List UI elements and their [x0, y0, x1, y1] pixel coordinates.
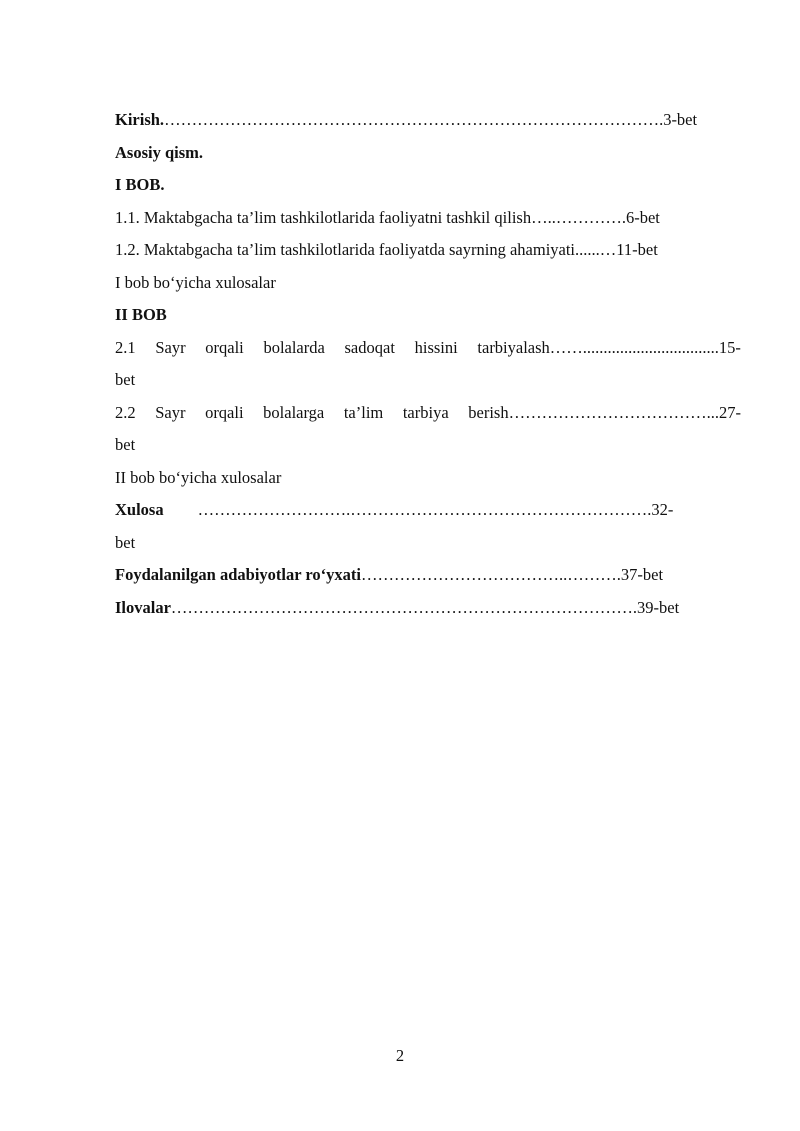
toc-word: ta’lim — [343, 402, 384, 422]
toc-word: 2.1 — [115, 337, 136, 357]
table-of-contents — [115, 107, 741, 627]
toc-ilovalar-dots: ………………………………………………………………………….39-bet — [170, 597, 680, 617]
toc-word: Sayr — [155, 402, 186, 422]
toc-word: tarbiyalash…….................................15- — [477, 337, 741, 357]
toc-heading-bob1: I BOB. — [115, 175, 165, 194]
page-number: 2 — [395, 1046, 405, 1065]
toc-entry-xulosa-cont: bet — [115, 532, 136, 552]
toc-entry-1-2: 1.2. Maktabgacha ta’lim tashkilotlarida faoliyatda sayrning ahamiyati......…11-bet — [115, 240, 658, 259]
toc-heading-bob2: II BOB — [115, 305, 167, 324]
toc-entry-2-2 — [115, 400, 741, 433]
toc-entry-kirish — [115, 107, 741, 140]
toc-kirish-page: 3-bet — [663, 110, 698, 129]
toc-word: sadoqat — [344, 337, 395, 357]
toc-word: berish………………………………...27- — [468, 402, 741, 422]
toc-kirish-dots: ………………………………………………………………………………. — [164, 110, 664, 129]
toc-bob2-xulosa: II bob bo‘yicha xulosalar — [115, 467, 282, 487]
toc-entry-2-1 — [115, 335, 741, 368]
toc-word: orqali — [205, 402, 244, 422]
toc-entry-2-1-justified — [115, 335, 741, 361]
toc-entry-ilovalar — [115, 595, 741, 628]
toc-kirish-title: Kirish. — [115, 110, 165, 129]
toc-entry-xulosa — [115, 497, 741, 530]
toc-bob1-xulosa: I bob bo‘yicha xulosalar — [115, 272, 276, 292]
toc-adabiyotlar-dots: ………………………………..……….37-bet — [361, 565, 664, 584]
toc-word: bolalarga — [263, 402, 325, 422]
toc-word: tarbiya — [402, 402, 449, 422]
toc-entry-2-2-cont: bet — [115, 435, 136, 454]
toc-heading-asosiy: Asosiy qism. — [115, 142, 204, 162]
toc-word: orqali — [205, 337, 244, 357]
toc-xulosa-dots: ……………………….……………………………………………….32- — [197, 500, 674, 519]
toc-word: hissini — [414, 337, 458, 357]
toc-word: bolalarda — [263, 337, 325, 357]
toc-xulosa-title: Xulosa — [115, 500, 164, 519]
toc-word: 2.2 — [115, 402, 136, 422]
toc-word: Sayr — [155, 337, 186, 357]
toc-entry-2-2-justified — [115, 400, 741, 426]
toc-entry-2-1-cont: bet — [115, 370, 136, 389]
toc-ilovalar-title: Ilovalar — [115, 597, 171, 617]
toc-adabiyotlar-title: Foydalanilgan adabiyotlar ro‘yxati — [115, 565, 362, 584]
toc-entry-1-1: 1.1. Maktabgacha ta’lim tashkilotlarida faoliyatni tashkil qilish…..………….6-bet — [115, 207, 660, 227]
toc-entry-adabiyotlar — [115, 562, 741, 595]
